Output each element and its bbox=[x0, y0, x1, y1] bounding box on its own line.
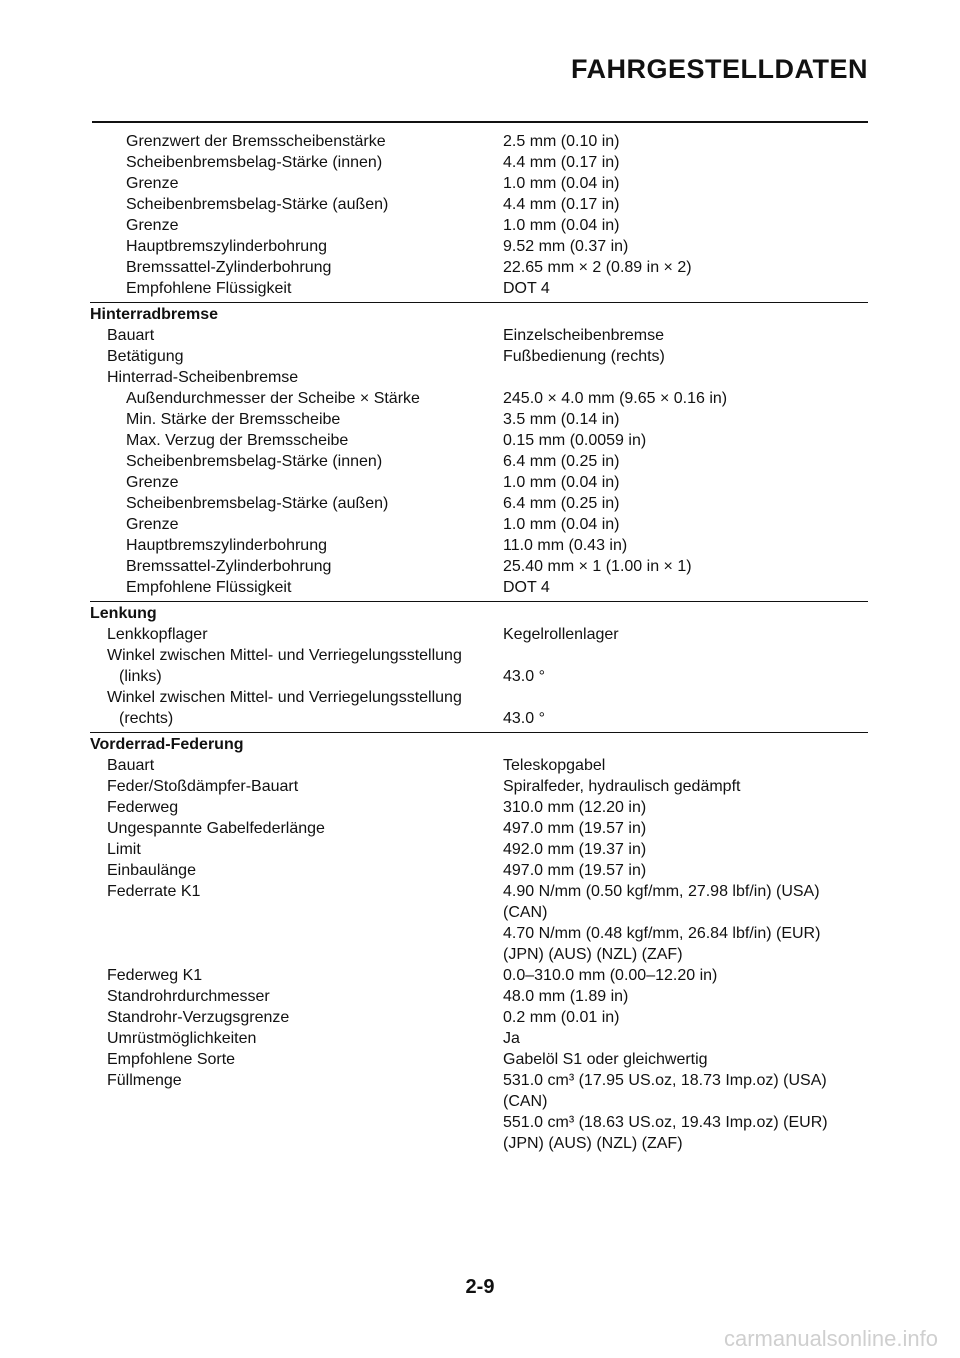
spec-row bbox=[90, 881, 868, 965]
spec-label: Scheibenbremsbelag-Stärke (außen) bbox=[126, 196, 389, 213]
spec-value-line: 0.0–310.0 mm (0.00–12.20 in) bbox=[503, 967, 718, 984]
spec-label: Bremssattel-Zylinderbohrung bbox=[126, 259, 332, 276]
spec-row bbox=[90, 986, 868, 1007]
page-number: 2-9 bbox=[465, 1276, 495, 1298]
spec-value-line: DOT 4 bbox=[503, 280, 550, 297]
spec-value bbox=[503, 367, 868, 388]
spec-row bbox=[90, 367, 868, 388]
spec-value bbox=[503, 409, 868, 430]
spec-row bbox=[90, 173, 868, 194]
spec-label: (rechts) bbox=[119, 710, 174, 727]
spec-value bbox=[503, 278, 868, 299]
spec-row bbox=[90, 451, 868, 472]
spec-value-line: Fußbedienung (rechts) bbox=[503, 348, 665, 365]
spec-value-line: 3.5 mm (0.14 in) bbox=[503, 411, 620, 428]
spec-value bbox=[503, 666, 868, 687]
spec-value-line: Gabelöl S1 oder gleichwertig bbox=[503, 1051, 708, 1068]
spec-label: Max. Verzug der Bremsscheibe bbox=[126, 432, 349, 449]
spec-value-line: 0.15 mm (0.0059 in) bbox=[503, 432, 647, 449]
section-title: Hinterradbremse bbox=[90, 306, 219, 323]
spec-value-line: 1.0 mm (0.04 in) bbox=[503, 474, 620, 491]
spec-value-line: 48.0 mm (1.89 in) bbox=[503, 988, 629, 1005]
spec-value-line: 492.0 mm (19.37 in) bbox=[503, 841, 647, 858]
spec-value-line: Teleskopgabel bbox=[503, 757, 606, 774]
spec-value-line: (CAN) bbox=[503, 1093, 548, 1110]
spec-row bbox=[90, 257, 868, 278]
spec-value bbox=[503, 430, 868, 451]
spec-label: Betätigung bbox=[107, 348, 184, 365]
spec-label: Standrohrdurchmesser bbox=[107, 988, 270, 1005]
spec-value-line: 22.65 mm × 2 (0.89 in × 2) bbox=[503, 259, 692, 276]
spec-row bbox=[90, 860, 868, 881]
spec-label: Min. Stärke der Bremsscheibe bbox=[126, 411, 341, 428]
spec-row bbox=[90, 797, 868, 818]
spec-content bbox=[90, 131, 868, 1154]
spec-value bbox=[503, 797, 868, 818]
spec-section bbox=[90, 131, 868, 299]
spec-value-line: 4.90 N/mm (0.50 kgf/mm, 27.98 lbf/in) (USA) bbox=[503, 883, 820, 900]
spec-value bbox=[503, 257, 868, 278]
spec-value-line: 310.0 mm (12.20 in) bbox=[503, 799, 647, 816]
spec-row bbox=[90, 236, 868, 257]
spec-value bbox=[503, 535, 868, 556]
spec-row bbox=[90, 556, 868, 577]
spec-value-line: 2.5 mm (0.10 in) bbox=[503, 133, 620, 150]
section-title: Vorderrad-Federung bbox=[90, 736, 244, 753]
spec-row bbox=[90, 409, 868, 430]
spec-row bbox=[90, 430, 868, 451]
spec-row bbox=[90, 152, 868, 173]
spec-label: Empfohlene Sorte bbox=[107, 1051, 236, 1068]
spec-label: Federrate K1 bbox=[107, 883, 201, 900]
spec-value-line: 43.0 ° bbox=[503, 668, 545, 685]
spec-row bbox=[90, 818, 868, 839]
spec-value-line: 497.0 mm (19.57 in) bbox=[503, 820, 647, 837]
spec-label: Grenze bbox=[126, 516, 179, 533]
spec-value-line: (JPN) (AUS) (NZL) (ZAF) bbox=[503, 1135, 683, 1152]
spec-value-line: Ja bbox=[503, 1030, 520, 1047]
spec-label: Feder/Stoßdämpfer-Bauart bbox=[107, 778, 299, 795]
spec-label: Limit bbox=[107, 841, 141, 858]
spec-value-line: 4.70 N/mm (0.48 kgf/mm, 26.84 lbf/in) (EUR) bbox=[503, 925, 821, 942]
spec-value bbox=[503, 514, 868, 535]
spec-value-line: 11.0 mm (0.43 in) bbox=[503, 537, 628, 554]
spec-value bbox=[503, 131, 868, 152]
spec-row bbox=[90, 194, 868, 215]
spec-value bbox=[503, 776, 868, 797]
spec-row bbox=[90, 325, 868, 346]
spec-label: Scheibenbremsbelag-Stärke (außen) bbox=[126, 495, 389, 512]
spec-label: Scheibenbremsbelag-Stärke (innen) bbox=[126, 154, 383, 171]
spec-row bbox=[90, 687, 868, 708]
spec-row bbox=[90, 535, 868, 556]
spec-value-line: 497.0 mm (19.57 in) bbox=[503, 862, 647, 879]
spec-value-line: 245.0 × 4.0 mm (9.65 × 0.16 in) bbox=[503, 390, 728, 407]
spec-row bbox=[90, 1028, 868, 1049]
page-title: FAHRGESTELLDATEN bbox=[571, 54, 868, 84]
spec-value bbox=[503, 215, 868, 236]
spec-label: (links) bbox=[119, 668, 162, 685]
spec-label: Hinterrad-Scheibenbremse bbox=[107, 369, 299, 386]
spec-row bbox=[90, 666, 868, 687]
spec-label: Grenze bbox=[126, 175, 179, 192]
spec-label: Hauptbremszylinderbohrung bbox=[126, 537, 327, 554]
spec-row bbox=[90, 346, 868, 367]
spec-value-line: Kegelrollenlager bbox=[503, 626, 619, 643]
spec-value bbox=[503, 173, 868, 194]
spec-value-line: 43.0 ° bbox=[503, 710, 545, 727]
spec-value-line: 1.0 mm (0.04 in) bbox=[503, 175, 620, 192]
spec-value-line: 6.4 mm (0.25 in) bbox=[503, 453, 620, 470]
spec-value bbox=[503, 577, 868, 598]
spec-row bbox=[90, 755, 868, 776]
spec-value bbox=[503, 708, 868, 729]
spec-section bbox=[90, 732, 868, 1154]
spec-value bbox=[503, 1007, 868, 1028]
spec-value-line: 1.0 mm (0.04 in) bbox=[503, 217, 620, 234]
spec-row bbox=[90, 514, 868, 535]
spec-value-line: 1.0 mm (0.04 in) bbox=[503, 516, 620, 533]
spec-value bbox=[503, 346, 868, 367]
header-rule bbox=[92, 121, 868, 123]
spec-label: Empfohlene Flüssigkeit bbox=[126, 579, 292, 596]
spec-label: Winkel zwischen Mittel- und Verriegelungsstellung bbox=[107, 647, 462, 664]
spec-value bbox=[503, 388, 868, 409]
spec-value bbox=[503, 755, 868, 776]
spec-value bbox=[503, 818, 868, 839]
spec-row bbox=[90, 1007, 868, 1028]
spec-value bbox=[503, 1049, 868, 1070]
spec-row bbox=[90, 965, 868, 986]
spec-value bbox=[503, 493, 868, 514]
spec-label: Grenze bbox=[126, 474, 179, 491]
spec-row bbox=[90, 472, 868, 493]
spec-value bbox=[503, 1070, 868, 1154]
spec-value-line: 551.0 cm³ (18.63 US.oz, 19.43 Imp.oz) (EUR) bbox=[503, 1114, 828, 1131]
spec-label: Lenkkopflager bbox=[107, 626, 208, 643]
spec-value-line: 25.40 mm × 1 (1.00 in × 1) bbox=[503, 558, 692, 575]
spec-row bbox=[90, 1070, 868, 1154]
spec-row bbox=[90, 839, 868, 860]
spec-value bbox=[503, 965, 868, 986]
spec-row bbox=[90, 278, 868, 299]
spec-value bbox=[503, 624, 868, 645]
spec-label: Federweg bbox=[107, 799, 179, 816]
spec-label: Federweg K1 bbox=[107, 967, 203, 984]
spec-label: Umrüstmöglichkeiten bbox=[107, 1030, 257, 1047]
spec-value bbox=[503, 1028, 868, 1049]
spec-section bbox=[90, 601, 868, 729]
spec-value-line: DOT 4 bbox=[503, 579, 550, 596]
spec-value-line: 0.2 mm (0.01 in) bbox=[503, 1009, 620, 1026]
spec-value bbox=[503, 839, 868, 860]
spec-value bbox=[503, 860, 868, 881]
spec-label: Grenzwert der Bremsscheibenstärke bbox=[126, 133, 386, 150]
spec-label: Bauart bbox=[107, 757, 155, 774]
section-title: Lenkung bbox=[90, 605, 157, 622]
spec-row bbox=[90, 215, 868, 236]
spec-value bbox=[503, 236, 868, 257]
spec-value-line: 531.0 cm³ (17.95 US.oz, 18.73 Imp.oz) (USA) bbox=[503, 1072, 827, 1089]
spec-value bbox=[503, 556, 868, 577]
watermark: carmanualsonline.info bbox=[723, 1326, 938, 1351]
spec-label: Einbaulänge bbox=[107, 862, 196, 879]
spec-value-line: 6.4 mm (0.25 in) bbox=[503, 495, 620, 512]
spec-value bbox=[503, 152, 868, 173]
spec-value bbox=[503, 881, 868, 965]
spec-value-line: 4.4 mm (0.17 in) bbox=[503, 154, 620, 171]
spec-section bbox=[90, 302, 868, 598]
spec-label: Winkel zwischen Mittel- und Verriegelungsstellung bbox=[107, 689, 462, 706]
spec-value bbox=[503, 986, 868, 1007]
spec-label: Füllmenge bbox=[107, 1072, 182, 1089]
spec-row bbox=[90, 493, 868, 514]
spec-value bbox=[503, 194, 868, 215]
spec-row bbox=[90, 645, 868, 666]
spec-row bbox=[90, 1049, 868, 1070]
spec-value bbox=[503, 451, 868, 472]
spec-value-line: (JPN) (AUS) (NZL) (ZAF) bbox=[503, 946, 683, 963]
spec-value-line: 4.4 mm (0.17 in) bbox=[503, 196, 620, 213]
spec-row bbox=[90, 577, 868, 598]
spec-label: Empfohlene Flüssigkeit bbox=[126, 280, 292, 297]
spec-value-line: (CAN) bbox=[503, 904, 548, 921]
spec-value-line: Einzelscheibenbremse bbox=[503, 327, 664, 344]
spec-label: Bremssattel-Zylinderbohrung bbox=[126, 558, 332, 575]
spec-label: Ungespannte Gabelfederlänge bbox=[107, 820, 325, 837]
spec-value-line: Spiralfeder, hydraulisch gedämpft bbox=[503, 778, 741, 795]
spec-row bbox=[90, 131, 868, 152]
spec-value bbox=[503, 472, 868, 493]
spec-value-line: 9.52 mm (0.37 in) bbox=[503, 238, 629, 255]
spec-label: Bauart bbox=[107, 327, 155, 344]
spec-label: Scheibenbremsbelag-Stärke (innen) bbox=[126, 453, 383, 470]
spec-label: Standrohr-Verzugsgrenze bbox=[107, 1009, 290, 1026]
spec-label: Hauptbremszylinderbohrung bbox=[126, 238, 327, 255]
spec-row bbox=[90, 388, 868, 409]
spec-row bbox=[90, 624, 868, 645]
spec-value bbox=[503, 325, 868, 346]
spec-row bbox=[90, 776, 868, 797]
spec-label: Außendurchmesser der Scheibe × Stärke bbox=[126, 390, 420, 407]
spec-label: Grenze bbox=[126, 217, 179, 234]
spec-row bbox=[90, 708, 868, 729]
